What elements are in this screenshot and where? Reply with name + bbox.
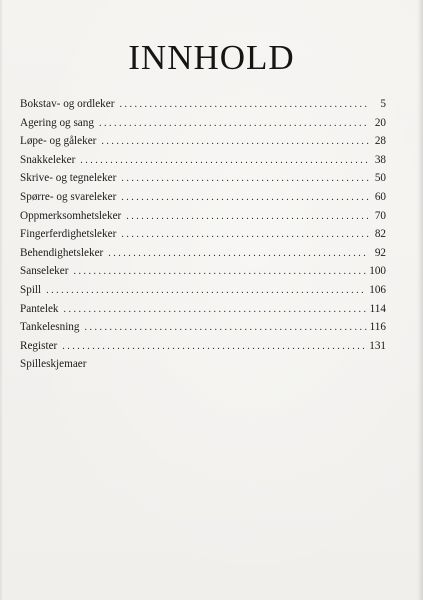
toc-entry-page: 116 [369, 321, 386, 334]
dot-leader [46, 282, 366, 301]
toc-entry-title: Fingerferdighetsleker [20, 228, 117, 241]
dot-leader [121, 189, 369, 208]
toc-entry-title: Oppmerksomhetsleker [20, 209, 122, 222]
toc-entry-title: Løpe- og gåleker [20, 135, 97, 148]
toc-entry [20, 300, 386, 319]
dot-leader [119, 96, 369, 115]
dot-leader [80, 152, 369, 171]
dot-leader [101, 133, 369, 152]
toc-entry-page: 5 [380, 98, 386, 110]
dot-leader [99, 115, 369, 134]
toc-entry [20, 244, 386, 263]
dot-leader [121, 170, 369, 189]
toc-entry [20, 337, 386, 356]
toc-entry-title: Bokstav- og ordleker [20, 98, 115, 110]
toc-entry [20, 188, 386, 207]
toc-entry-title: Spørre- og svareleker [20, 190, 117, 203]
table-of-contents [20, 95, 386, 374]
toc-entry-page: 50 [374, 172, 386, 185]
toc-entry [20, 95, 386, 114]
toc-entry-page: 70 [374, 209, 386, 222]
toc-entry-title: Pantelek [20, 302, 59, 315]
toc-entry-title: Tankelesning [20, 321, 80, 334]
toc-entry-page: 82 [374, 228, 386, 241]
dot-leader [73, 263, 366, 282]
dot-leader [126, 208, 369, 227]
toc-entry-title: Behendighetsleker [20, 246, 104, 259]
toc-entry [20, 281, 386, 300]
toc-entry [20, 114, 386, 133]
dot-leader [121, 226, 369, 245]
toc-entry [20, 151, 386, 170]
toc-entry [20, 132, 386, 151]
dot-leader [108, 245, 369, 264]
toc-entry-page: 106 [369, 283, 386, 296]
toc-entry-page: 60 [374, 190, 386, 203]
page-title: INNHOLD [128, 38, 295, 78]
toc-entry-page: 100 [369, 265, 386, 278]
page-left-shadow [0, 0, 3, 600]
toc-entry [20, 225, 386, 244]
toc-entry-title: Skrive- og tegneleker [20, 172, 117, 185]
toc-entry [20, 207, 386, 226]
toc-entry [20, 355, 386, 374]
toc-entry [20, 318, 386, 337]
toc-entry [20, 262, 386, 281]
toc-entry [20, 169, 386, 188]
toc-entry-page: 20 [374, 116, 386, 129]
toc-entry-page: 28 [374, 135, 386, 148]
page-right-shadow [417, 0, 423, 600]
dot-leader [85, 319, 367, 338]
toc-entry-title: Spilleskjemaer [20, 358, 87, 371]
dot-leader [64, 301, 367, 320]
toc-entry-page: 131 [369, 339, 386, 352]
toc-entry-page: 92 [374, 246, 386, 259]
toc-entry-title: Agering og sang [20, 116, 94, 129]
toc-entry-title: Sanseleker [20, 265, 69, 278]
toc-entry-title: Spill [20, 283, 42, 296]
toc-entry-page: 38 [374, 153, 386, 166]
dot-leader [62, 338, 366, 357]
toc-entry-title: Snakkeleker [20, 153, 76, 166]
toc-entry-page: 114 [369, 302, 386, 315]
toc-entry-title: Register [20, 339, 58, 352]
